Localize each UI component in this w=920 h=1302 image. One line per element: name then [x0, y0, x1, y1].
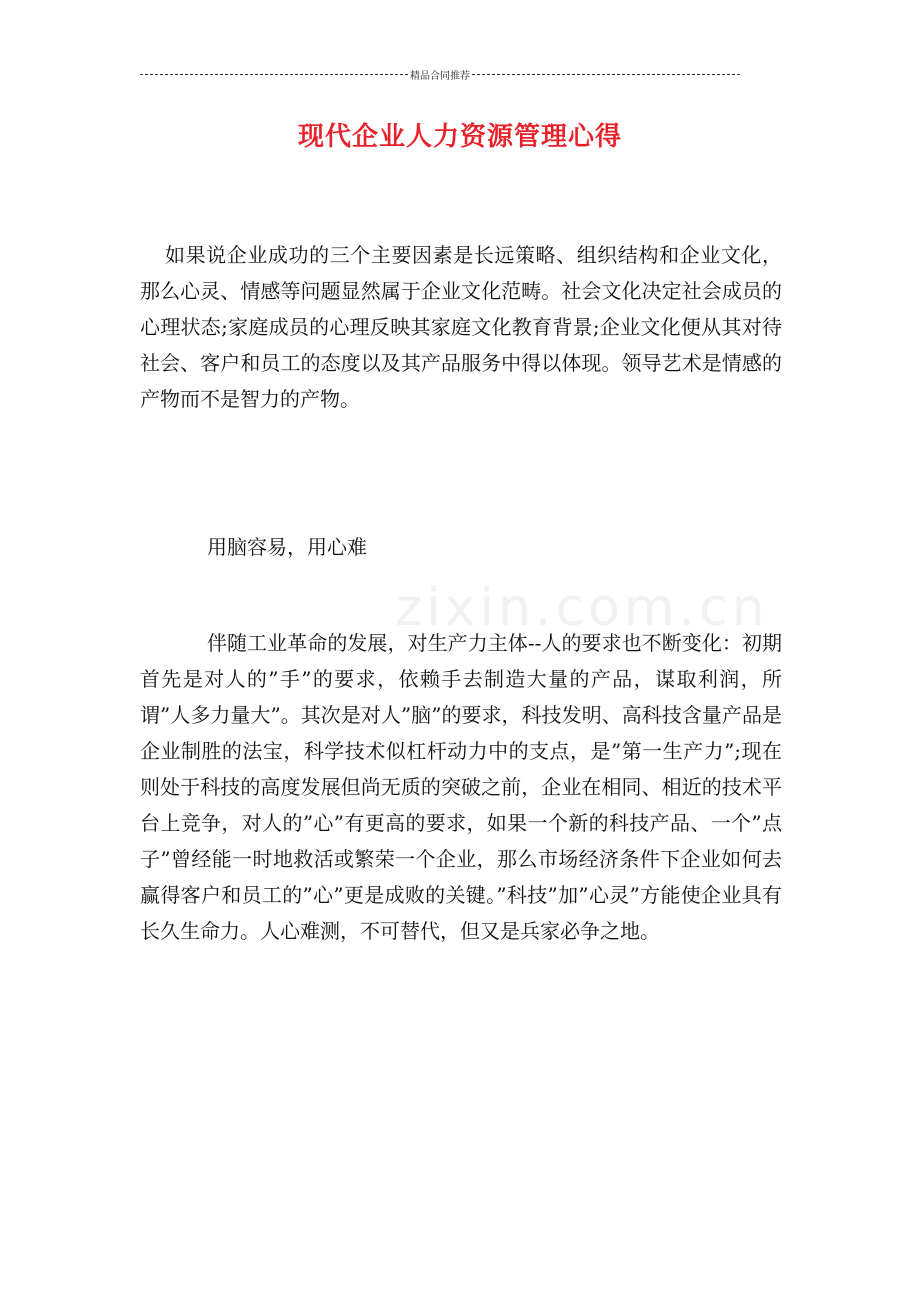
header-dash-left	[140, 74, 408, 75]
header-dash-right	[472, 74, 740, 75]
document-title: 现代企业人力资源管理心得	[297, 122, 622, 152]
header-label: 精品合同推荐	[410, 70, 470, 82]
paragraph-body: 伴随工业革命的发展，对生产力主体--人的要求也不断变化：初期首先是对人的”手”的要求，依赖手去制造大量的产品，谋取利润，所谓”人多力量大”。其次是对人”脑”的要求，科技发明、高科技含量产品是企业制胜的法宝，科学技术似杠杆动力中的支点，是”第一生产力”;现在则处于科技的高度发展但尚无质的突破之前，企业在相同、相近的技术平台上竞争，对人的”心”有更高的要求，如果一个新的科技产品、一个”点子”曾经能一时地救活或繁荣一个企业，那么市场经济条件下企业如何去赢得客户和员工的”心”更是成败的关键。”科技”加”心灵”方能使企业具有长久生命力。人心难测，不可替代，但又是兵家必争之地。	[140, 631, 782, 943]
paragraph-intro: 如果说企业成功的三个主要因素是长远策略、组织结构和企业文化，那么心灵、情感等问题显然属于企业文化范畴。社会文化决定社会成员的心理状态;家庭成员的心理反映其家庭文化教育背景;企业文化便从其对待社会、客户和员工的态度以及其产品服务中得以体现。领导艺术是情感的产物而不是智力的产物。	[140, 243, 782, 411]
section-heading: 用脑容易，用心难	[207, 535, 367, 559]
header-rule	[140, 66, 740, 82]
watermark: zixin.com.cn	[395, 578, 769, 638]
